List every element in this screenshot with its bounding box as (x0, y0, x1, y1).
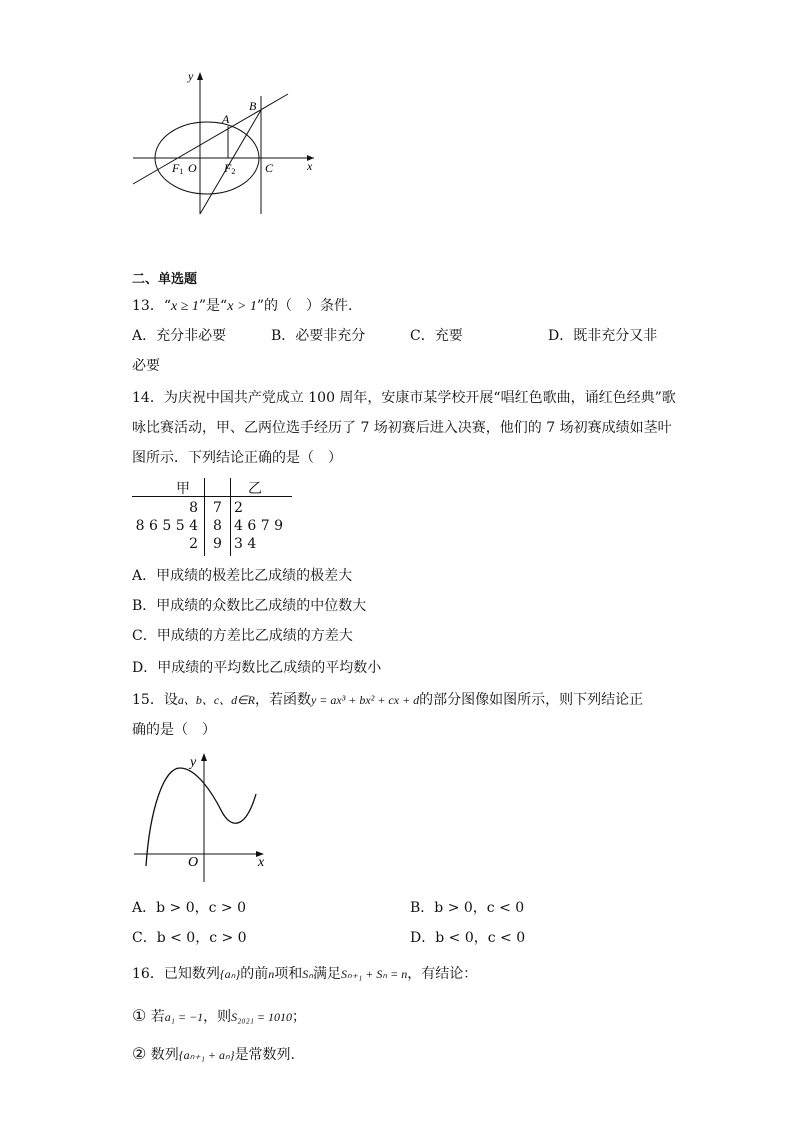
stem-leaf-row-2-left: 8 6 5 5 4 (135, 518, 198, 534)
q16-stem-e: ，有结论： (407, 966, 478, 982)
q15-option-c[interactable]: C．b < 0，c > 0 (132, 930, 247, 946)
stem-leaf-row-2-right: 4 6 7 9 (234, 518, 283, 534)
q16-n: n (268, 967, 275, 981)
q13-expr1: x ≥ 1 (170, 299, 199, 314)
q15-stem-c: 的部分图像如图所示，则下列结论正 (419, 692, 644, 708)
q14-option-a[interactable]: A．甲成绩的极差比乙成绩的极差大 (132, 568, 353, 584)
q16-c2-seq: {aₙ₊₁ + aₙ} (178, 1048, 235, 1062)
q15-stem-a: 15．设 (132, 692, 178, 708)
q16-c2-b: 是常数列. (234, 1047, 296, 1063)
q16-relation: Sₙ₊₁ + Sₙ = n (341, 967, 408, 981)
q14-line-2: 咏比赛活动，甲、乙两位选手经历了 7 场初赛后进入决赛，他们的 7 场初赛成绩如茎叶 (132, 420, 672, 436)
stem-leaf-divider-left (204, 478, 205, 556)
q16-stem-a: 16．已知数列 (132, 966, 220, 982)
q16-c1-b: ，则 (203, 1009, 232, 1025)
q15-option-a[interactable]: A．b > 0，c > 0 (132, 900, 246, 916)
q14-line-1: 14．为庆祝中国共产党成立 100 周年，安康市某学校开展“唱红色歌曲，诵红色经典”歌 (132, 390, 676, 406)
q16-c1-cond: a₁ = −1 (164, 1010, 204, 1024)
q13-option-d[interactable]: D．既非充分又非 (548, 328, 658, 344)
stem-leaf-row-1-stem: 7 (213, 500, 222, 516)
stem-leaf-row-2-stem: 8 (213, 518, 222, 534)
q13-stem-a: 13．“ (132, 298, 171, 314)
stem-leaf-row-3-right: 3 4 (234, 536, 257, 552)
q14-line-3: 图所示．下列结论正确的是（ ） (132, 450, 342, 466)
section-title: 二、单选题 (132, 272, 198, 287)
cubic-curve (146, 768, 256, 866)
q15-vars: a、b、c、d∈R (177, 693, 255, 707)
stem-leaf-plot (132, 476, 294, 558)
q13-option-b[interactable]: B．必要非充分 (271, 328, 366, 344)
y-axis-arrow (197, 72, 203, 80)
label-f1: F1 (172, 161, 184, 176)
q16-sn: Sₙ (302, 967, 313, 981)
stem-leaf-row-3-stem: 9 (213, 536, 222, 552)
circled-number-1: ① (132, 1006, 147, 1025)
q16-stem-d: 满足 (313, 966, 341, 982)
q15-option-b[interactable]: B．b > 0，c < 0 (410, 900, 525, 916)
q15-func: y = ax³ + bx² + cx + d (310, 693, 420, 707)
q13-option-d-cont: 必要 (132, 358, 160, 374)
q16-stem (132, 964, 477, 984)
q13-stem-b: ”是“ (198, 298, 228, 314)
q16-c1-c: ； (291, 1009, 306, 1025)
stem-leaf-row-3-left: 2 (189, 536, 198, 552)
label-f2: F2 (224, 161, 236, 176)
q15-line-2: 确的是（ ） (132, 722, 216, 738)
stem-leaf-header-right: 乙 (248, 481, 262, 497)
q16-c1-a: 若 (150, 1009, 165, 1025)
q15-stem (132, 690, 643, 710)
q16-conclusion-2 (132, 1044, 295, 1065)
label-c: C (265, 161, 274, 175)
label-o: O (188, 161, 197, 175)
label-o: O (188, 855, 199, 870)
q16-stem-c: 项和 (274, 966, 303, 982)
circled-number-2: ② (132, 1044, 147, 1063)
q15-stem-b: ，若函数 (254, 692, 311, 708)
cubic-graph (130, 748, 280, 886)
label-a: A (222, 112, 230, 126)
q13-stem-c: ”的（ ）条件. (256, 298, 353, 314)
q13-option-a[interactable]: A．充分非必要 (132, 328, 227, 344)
label-x: x (307, 159, 313, 173)
q16-c2-a: 数列 (150, 1047, 179, 1063)
stem-leaf-row-1-left: 8 (189, 500, 198, 516)
q13-stem (132, 296, 353, 317)
ellipse-figure (128, 66, 328, 218)
q16-c1-res: S₂₀₂₁ = 1010 (231, 1010, 292, 1024)
q16-stem-b: 的前 (240, 966, 269, 982)
q13-expr2: x > 1 (227, 299, 257, 314)
y-axis-arrow (201, 753, 207, 761)
label-y: y (188, 69, 194, 83)
q16-conclusion-1 (132, 1006, 306, 1027)
stem-leaf-header-left: 甲 (176, 481, 190, 497)
q13-option-c[interactable]: C．充要 (410, 328, 463, 344)
stem-leaf-divider-right (230, 478, 231, 556)
label-b: B (249, 99, 257, 113)
q16-seq: {aₙ} (219, 967, 241, 981)
label-x: x (258, 855, 265, 870)
q14-option-b[interactable]: B．甲成绩的众数比乙成绩的中位数大 (132, 598, 367, 614)
q14-option-c[interactable]: C．甲成绩的方差比乙成绩的方差大 (132, 628, 353, 644)
q14-option-d[interactable]: D．甲成绩的平均数比乙成绩的平均数小 (132, 660, 382, 676)
label-y: y (190, 755, 197, 770)
stem-leaf-header-line (132, 496, 292, 497)
stem-leaf-row-1-right: 2 (234, 500, 243, 516)
q15-option-d[interactable]: D．b < 0，c < 0 (410, 930, 526, 946)
